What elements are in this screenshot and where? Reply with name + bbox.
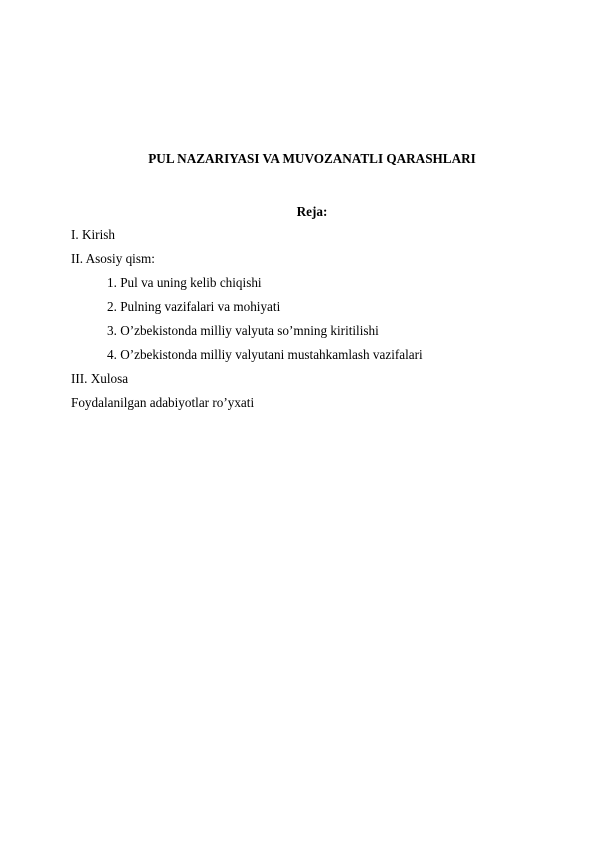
plan-subitem-2: 2. Pulning vazifalari va mohiyati [107,299,281,314]
plan-item-intro: I. Kirish [71,227,115,242]
plan-item-main: II. Asosiy qism: [71,251,155,266]
plan-item-conclusion: III. Xulosa [71,371,129,386]
plan-heading: Reja: [296,204,328,219]
plan-subitem-1: 1. Pul va uning kelib chiqishi [107,275,262,290]
plan-list [71,226,551,418]
plan-item-references: Foydalanilgan adabiyotlar ro’yxati [71,395,255,410]
document-title: PUL NAZARIYASI VA MUVOZANATLI QARASHLARI [148,151,476,166]
plan-subitem-4: 4. O’zbekistonda milliy valyutani mustahkamlash vazifalari [107,347,423,362]
plan-subitem-3: 3. O’zbekistonda milliy valyuta so’mning kiritilishi [107,323,379,338]
